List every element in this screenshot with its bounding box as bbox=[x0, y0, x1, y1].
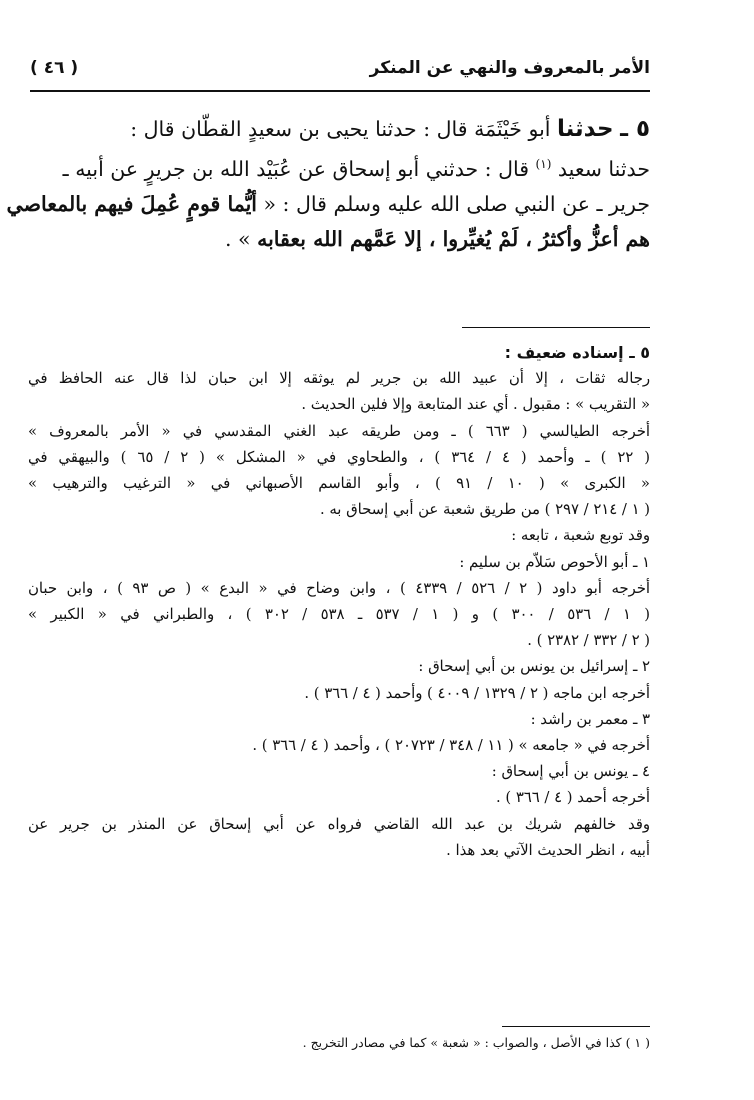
notes-line: وقد توبع شعبة ، تابعه : bbox=[511, 527, 650, 545]
notes-line: رجاله ثقات ، إلا أن عبيد الله بن جرير لم يوثقه إلا ابن حبان لذا قال عنه الحافظ في bbox=[28, 370, 650, 388]
notes-line: ٤ ـ يونس بن أبي إسحاق : bbox=[491, 763, 650, 781]
hadith-line-3 bbox=[6, 187, 650, 222]
hadith-matn-2: هم أعزُّ وأكثرُ ، لَمْ يُغيِّروا ، إلا عَمَّهم الله بعقابه bbox=[257, 226, 650, 251]
running-title: الأمر بالمعروف والنهي عن المنكر bbox=[369, 58, 650, 78]
page-number: ( ٤٦ ) bbox=[30, 58, 79, 78]
hadith-line-2 bbox=[28, 147, 650, 187]
notes-line: أخرجه أبو داود ( ٢ / ٥٢٦ / ٤٣٣٩ ) ، وابن وضاح في « البدع » ( ص ٩٣ ) ، وابن حبان bbox=[28, 579, 650, 597]
notes-line: وقد خالفهم شريك بن عبد الله القاضي فرواه عن أبي إسحاق عن المنذر بن جرير عن bbox=[28, 815, 650, 833]
notes-line: ( ٢٢ ) ـ وأحمد ( ٤ / ٣٦٤ ) ، والطحاوي في « المشكل » ( ٢ / ٦٥ ) والبيهقي في bbox=[28, 448, 650, 466]
notes-heading: ٥ ـ إسناده ضعيف : bbox=[504, 343, 650, 362]
hadith-line-1 bbox=[28, 112, 650, 147]
notes-line: أبيه ، انظر الحديث الآتي بعد هذا . bbox=[446, 841, 650, 859]
notes-line: « التقريب » : مقبول . أي عند المتابعة وإلا فلين الحديث . bbox=[301, 396, 650, 414]
hadith-line-2-rest: قال : حدثني أبو إسحاق عن عُبَيْد الله بن جريرٍ عن أبيه ـ bbox=[62, 156, 536, 181]
notes-line: أخرجه في « جامعه » ( ١١ / ٣٤٨ / ٢٠٧٢٣ ) ، وأحمد ( ٤ / ٣٦٦ ) . bbox=[252, 737, 650, 755]
footnote: ( ١ ) كذا في الأصل ، والصواب : « شعبة » كما في مصادر التخريج . bbox=[302, 1035, 650, 1050]
notes-line: « الكبرى » ( ١٠ / ٩١ ) ، وأبو القاسم الأصبهاني في « الترغيب والترهيب » bbox=[28, 475, 650, 493]
hadith-line-2-start: حدثنا سعيد bbox=[551, 156, 650, 181]
hadith-line-1-text: أبو خَيْثَمَة قال : حدثنا يحيى بن سعيدٍ القطّان قال : bbox=[130, 117, 558, 141]
notes-line: ٢ ـ إسرائيل بن يونس بن أبي إسحاق : bbox=[418, 658, 650, 676]
notes-line: ١ ـ أبو الأحوص سَلاّم بن سليم : bbox=[459, 553, 650, 571]
hadith-line-3-start: جرير ـ عن النبي صلى الله عليه وسلم قال : « bbox=[256, 191, 650, 216]
footnote-ref: (١) bbox=[535, 157, 552, 171]
notes-line: ( ٢ / ٣٣٢ / ٢٣٨٢ ) . bbox=[527, 632, 650, 650]
notes-line: أخرجه الطيالسي ( ٦٦٣ ) ـ ومن طريقه عبد الغني المقدسي في « الأمر بالمعروف » bbox=[28, 422, 650, 440]
takhrij-notes bbox=[28, 340, 650, 864]
hadith-lead-word: حدثنا bbox=[557, 116, 614, 142]
notes-line: ( ١ / ٢١٤ / ٢٩٧ ) من طريق شعبة عن أبي إسحاق به . bbox=[319, 501, 650, 519]
notes-line: ٣ ـ معمر بن راشد : bbox=[530, 710, 650, 728]
section-divider bbox=[462, 327, 650, 328]
footnote-divider bbox=[502, 1026, 650, 1027]
notes-line: أخرجه ابن ماجه ( ٢ / ١٣٢٩ / ٤٠٠٩ ) وأحمد ( ٤ / ٣٦٦ ) . bbox=[304, 684, 650, 702]
hadith-line-4-end: » . bbox=[224, 226, 258, 251]
page-header bbox=[30, 56, 650, 92]
hadith-line-4 bbox=[28, 222, 650, 257]
notes-line: أخرجه أحمد ( ٤ / ٣٦٦ ) . bbox=[495, 789, 650, 807]
hadith-matn-1: أيُّما قومٍ عُمِلَ فيهم بالمعاصي bbox=[6, 191, 257, 216]
hadith-number: ٥ ـ bbox=[620, 116, 650, 142]
hadith-text bbox=[6, 112, 650, 257]
notes-line: ( ١ / ٥٣٦ / ٣٠٠ ) و ( ١ / ٥٣٧ ـ ٥٣٨ / ٣٠٢ ) ، والطبراني في « الكبير » bbox=[28, 606, 650, 624]
